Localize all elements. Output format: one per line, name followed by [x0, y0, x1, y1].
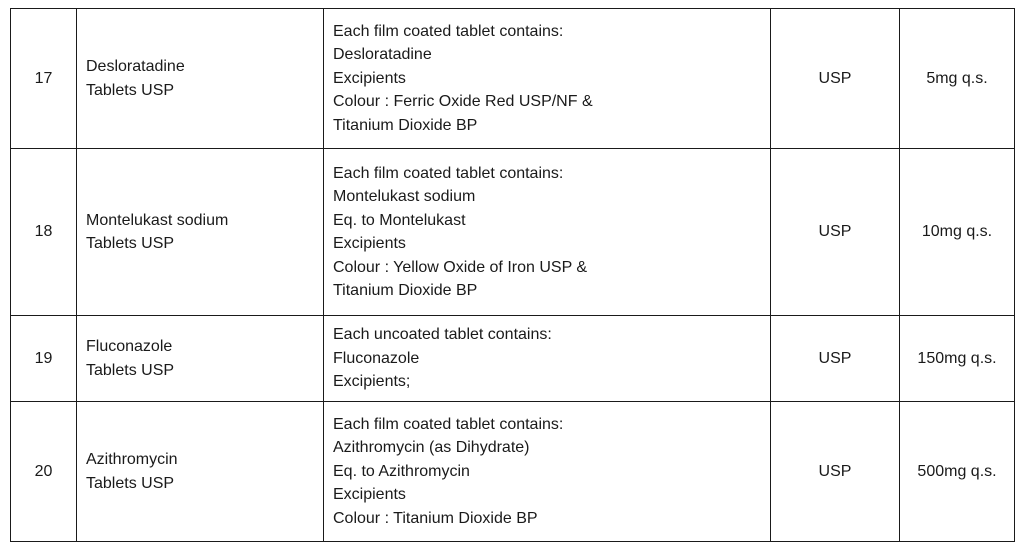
table-row: [11, 9, 1015, 149]
standard: USP: [771, 316, 900, 402]
serial-number: 18: [11, 149, 77, 316]
composition-line: Excipients: [333, 235, 406, 252]
composition-line: Colour : Titanium Dioxide BP: [333, 509, 538, 527]
product-name: [77, 149, 324, 316]
product-spec-table: [10, 8, 1015, 542]
composition-line: Colour : Ferric Oxide Red USP/NF &: [333, 93, 593, 111]
product-name-line: Tablets USP: [86, 81, 175, 99]
product-name-line: Tablets USP: [86, 235, 175, 252]
composition: [324, 149, 771, 316]
product-name-line: Tablets USP: [86, 474, 175, 492]
product-name-line: Fluconazole: [86, 338, 173, 355]
table-row: [11, 149, 1015, 316]
standard: USP: [771, 149, 900, 316]
product-name: [77, 402, 324, 542]
product-name-line: Montelukast sodium: [86, 211, 229, 229]
standard: USP: [771, 402, 900, 542]
product-name-line: Desloratadine: [86, 58, 185, 75]
product-name: [77, 316, 324, 402]
composition-line: Titanium Dioxide BP: [333, 116, 478, 134]
strength: 10mg q.s.: [900, 149, 1015, 316]
composition: [324, 316, 771, 402]
composition-line: Montelukast sodium: [333, 188, 476, 205]
composition-line: Fluconazole: [333, 349, 420, 367]
composition-line: Desloratadine: [333, 46, 432, 64]
composition-line: Excipients: [333, 486, 406, 504]
composition-line: Titanium Dioxide BP: [333, 282, 478, 299]
composition-line: Each film coated tablet contains:: [333, 164, 564, 182]
standard: USP: [771, 9, 900, 149]
product-name-line: Azithromycin: [86, 451, 178, 468]
table-row: [11, 316, 1015, 402]
table-row: [11, 402, 1015, 542]
composition-line: Each film coated tablet contains:: [333, 415, 564, 433]
composition-line: Eq. to Montelukast: [333, 211, 466, 229]
serial-number: 20: [11, 402, 77, 542]
serial-number: 17: [11, 9, 77, 149]
product-name: [77, 9, 324, 149]
strength: 150mg q.s.: [900, 316, 1015, 402]
composition-line: Eq. to Azithromycin: [333, 462, 470, 480]
serial-number: 19: [11, 316, 77, 402]
composition-line: Each film coated tablet contains:: [333, 22, 564, 40]
composition-line: Azithromycin (as Dihydrate): [333, 439, 530, 457]
product-name-line: Tablets USP: [86, 361, 175, 379]
composition-line: Excipients;: [333, 373, 411, 391]
strength: 5mg q.s.: [900, 9, 1015, 149]
composition: [324, 9, 771, 149]
composition: [324, 402, 771, 542]
composition-line: Each uncoated tablet contains:: [333, 326, 552, 344]
composition-line: Excipients: [333, 69, 406, 87]
composition-line: Colour : Yellow Oxide of Iron USP &: [333, 258, 588, 276]
strength: 500mg q.s.: [900, 402, 1015, 542]
